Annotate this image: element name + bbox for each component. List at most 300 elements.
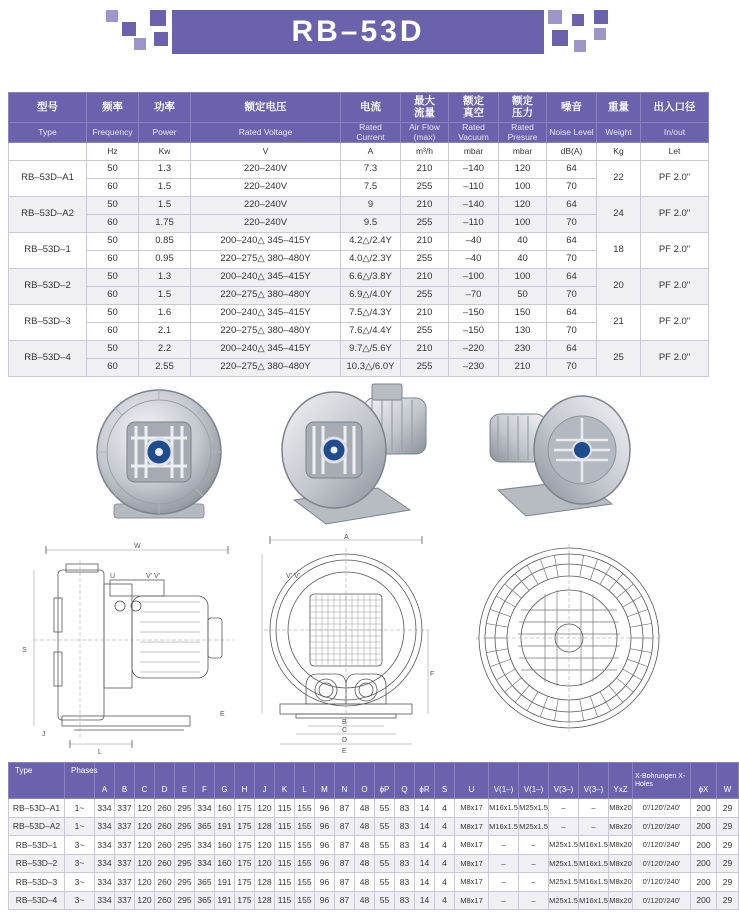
dim-cell: M8x20 — [609, 873, 633, 892]
dim-cell: 160 — [215, 854, 235, 873]
spec-cell-vacuum: –220 — [449, 341, 499, 359]
dim-cell: 200 — [691, 799, 717, 818]
dim-cell: 120 — [135, 799, 155, 818]
dim-col-header: YxZ — [609, 763, 633, 799]
spec-cell-flow: 255 — [401, 287, 449, 305]
spec-cell-voltage: 220–240V — [191, 197, 341, 215]
dim-cell: M25x1.5 — [549, 854, 579, 873]
dim-cell: 334 — [95, 891, 115, 910]
dim-cell: 29 — [717, 854, 739, 873]
col-header-en: Rated Current — [341, 123, 401, 143]
dim-label: W — [134, 543, 141, 550]
grille-spoke — [486, 623, 508, 627]
dim-label: D — [342, 737, 348, 744]
unit-cell: Kw — [139, 143, 191, 161]
dim-cell: 334 — [95, 854, 115, 873]
dim-row — [9, 891, 739, 910]
spec-cell-freq: 50 — [87, 305, 139, 323]
spec-cell-voltage: 200–240△ 345–415Y — [191, 233, 341, 251]
spec-cell-voltage: 220–275△ 380–480Y — [191, 323, 341, 341]
dim-cell: M8x20 — [609, 799, 633, 818]
dim-label: L — [98, 749, 102, 756]
decor-square — [154, 32, 168, 46]
dim-cell: – — [519, 891, 549, 910]
front-view-drawing — [256, 534, 436, 756]
spec-cell-flow: 255 — [401, 215, 449, 233]
grille-spoke — [515, 574, 529, 591]
spec-cell-pressure: 50 — [499, 287, 547, 305]
dim-cell: M8x20 — [609, 891, 633, 910]
dim-label: C — [342, 727, 348, 734]
col-header-cn: 噪音 — [547, 93, 597, 123]
spec-cell-freq: 50 — [87, 269, 139, 287]
dim-cell: 14 — [415, 854, 435, 873]
dim-cell: M16x1.5 — [579, 836, 609, 855]
dim-col-header: S — [435, 763, 455, 799]
dim-cell: 334 — [95, 836, 115, 855]
dim-cell: 14 — [415, 873, 435, 892]
spec-cell-current: 7.6△/4.4Y — [341, 323, 401, 341]
dim-cell: 155 — [295, 817, 315, 836]
dim-cell: 29 — [717, 873, 739, 892]
dim-cell: 334 — [95, 873, 115, 892]
col-header-cn: 出入口径 — [641, 93, 709, 123]
dim-cell: 48 — [355, 799, 375, 818]
dim-cell: 365 — [195, 873, 215, 892]
dim-cell: 200 — [691, 873, 717, 892]
dim-cell: 295 — [175, 836, 195, 855]
spec-cell-power: 2.55 — [139, 359, 191, 377]
spec-cell-freq: 50 — [87, 341, 139, 359]
spec-cell-pressure: 40 — [499, 233, 547, 251]
dim-col-header: V(3–) — [579, 763, 609, 799]
dim-cell: 115 — [275, 891, 295, 910]
model-name-cell: RB–53D–2 — [9, 269, 87, 305]
spec-cell-freq: 60 — [87, 359, 139, 377]
dim-cell: 200 — [691, 854, 717, 873]
spec-cell-power: 0.95 — [139, 251, 191, 269]
spec-cell-flow: 210 — [401, 269, 449, 287]
col-header-en: Rated Presure — [499, 123, 547, 143]
spec-cell-noise: 70 — [547, 359, 597, 377]
dim-row — [9, 836, 739, 855]
decor-square — [574, 40, 586, 52]
dim-cell: 155 — [295, 891, 315, 910]
dim-cell: 96 — [315, 891, 335, 910]
spec-cell-current: 10.3△/6.0Y — [341, 359, 401, 377]
dim-col-header: V(1–) — [489, 763, 519, 799]
dim-cell: 115 — [275, 799, 295, 818]
dim-col-header: E — [175, 763, 195, 799]
dim-cell: 4 — [435, 891, 455, 910]
dim-label: A — [344, 534, 349, 541]
dim-cell: M8x17 — [455, 836, 489, 855]
spec-cell-freq: 60 — [87, 287, 139, 305]
dim-cell: M8x17 — [455, 854, 489, 873]
dim-label: B — [342, 719, 347, 726]
dim-cell: 295 — [175, 799, 195, 818]
dim-cell: 128 — [255, 891, 275, 910]
dim-cell: 115 — [275, 873, 295, 892]
dim-cell: 0'/120'/240' — [633, 836, 691, 855]
grille-spoke — [554, 555, 558, 577]
spec-row — [9, 233, 709, 251]
spec-cell-vacuum: –100 — [449, 269, 499, 287]
dim-cell: 83 — [395, 836, 415, 855]
spec-cell-flow: 210 — [401, 233, 449, 251]
dim-col-header: J — [255, 763, 275, 799]
dim-col-header: K — [275, 763, 295, 799]
spec-cell-port: PF 2.0" — [641, 269, 709, 305]
dim-cell: 155 — [295, 836, 315, 855]
spec-table-body — [9, 161, 709, 377]
spec-cell-vacuum: –110 — [449, 179, 499, 197]
grille-spoke — [623, 669, 642, 680]
spec-cell-port: PF 2.0" — [641, 305, 709, 341]
spec-cell-weight: 21 — [597, 305, 641, 341]
grille-spoke — [630, 649, 652, 653]
unit-cell: V — [191, 143, 341, 161]
spec-header-en — [9, 123, 709, 143]
dim-cell: – — [519, 854, 549, 873]
col-header-en: Weight — [597, 123, 641, 143]
dim-row — [9, 873, 739, 892]
spec-cell-freq: 50 — [87, 233, 139, 251]
dimension-table — [8, 762, 739, 910]
spec-cell-power: 2.1 — [139, 323, 191, 341]
dim-cell: – — [489, 891, 519, 910]
dim-cell: 260 — [155, 854, 175, 873]
model-name-cell: RB–53D–A2 — [9, 197, 87, 233]
spec-cell-weight: 22 — [597, 161, 641, 197]
spec-table — [8, 92, 709, 377]
spec-cell-flow: 210 — [401, 341, 449, 359]
spec-cell-voltage: 220–275△ 380–480Y — [191, 251, 341, 269]
dim-cell: 160 — [215, 799, 235, 818]
dim-cell: 155 — [295, 799, 315, 818]
dim-cell: 295 — [175, 873, 195, 892]
spec-cell-noise: 64 — [547, 269, 597, 287]
spec-cell-weight: 25 — [597, 341, 641, 377]
dim-cell: 29 — [717, 799, 739, 818]
dim-cell: 48 — [355, 817, 375, 836]
dim-label: J — [42, 731, 46, 738]
rear-grille-drawing — [474, 540, 664, 736]
spec-cell-current: 4.0△/2.3Y — [341, 251, 401, 269]
dim-cell: 337 — [115, 873, 135, 892]
dim-cell: 14 — [415, 836, 435, 855]
dim-col-header: ϕR — [415, 763, 435, 799]
decor-square — [134, 38, 146, 50]
dim-cell: 337 — [115, 854, 135, 873]
col-header-en: Air Flow (max) — [401, 123, 449, 143]
grille-spoke — [609, 574, 623, 591]
spec-cell-voltage: 220–240V — [191, 161, 341, 179]
spec-cell-noise: 64 — [547, 161, 597, 179]
dim-cell: 83 — [395, 817, 415, 836]
dim-col-header: D — [155, 763, 175, 799]
spec-cell-power: 1.5 — [139, 179, 191, 197]
dim-cell: M16x1.5 — [489, 799, 519, 818]
spec-cell-vacuum: –40 — [449, 233, 499, 251]
dim-cell: 334 — [195, 854, 215, 873]
spec-cell-vacuum: –40 — [449, 251, 499, 269]
col-header-en: In/out — [641, 123, 709, 143]
dim-col-header: B — [115, 763, 135, 799]
dim-cell: 87 — [335, 854, 355, 873]
dim-cell: M25x1.5 — [519, 799, 549, 818]
dim-cell: 96 — [315, 836, 335, 855]
dim-col-header: U — [455, 763, 489, 799]
col-header-cn: 电流 — [341, 93, 401, 123]
dim-cell: M16x1.5 — [579, 854, 609, 873]
dim-cell: 295 — [175, 854, 195, 873]
spec-cell-weight: 18 — [597, 233, 641, 269]
dim-cell: 87 — [335, 817, 355, 836]
spec-row — [9, 269, 709, 287]
col-header-cn: 最大流量 — [401, 93, 449, 123]
dim-cell: 128 — [255, 873, 275, 892]
spec-cell-freq: 60 — [87, 251, 139, 269]
dim-cell: – — [519, 836, 549, 855]
dim-cell: 4 — [435, 799, 455, 818]
spec-cell-pressure: 230 — [499, 341, 547, 359]
dim-cell: 260 — [155, 799, 175, 818]
spec-cell-current: 6.9△/4.0Y — [341, 287, 401, 305]
spec-cell-freq: 50 — [87, 161, 139, 179]
dim-cell: M8x17 — [455, 873, 489, 892]
dim-cell: 29 — [717, 891, 739, 910]
spec-row — [9, 341, 709, 359]
spec-cell-freq: 60 — [87, 179, 139, 197]
dim-col-header: X-Bohrungen X-Holes — [633, 763, 691, 799]
grille-spoke — [496, 669, 515, 680]
dim-cell: 120 — [255, 799, 275, 818]
dim-cell: 87 — [335, 799, 355, 818]
col-header-cn: 额定压力 — [499, 93, 547, 123]
spec-cell-power: 1.75 — [139, 215, 191, 233]
decor-square — [150, 10, 166, 26]
spec-cell-noise: 64 — [547, 305, 597, 323]
spec-cell-noise: 64 — [547, 197, 597, 215]
dim-cell: 200 — [691, 836, 717, 855]
spec-cell-noise: 64 — [547, 233, 597, 251]
dim-label: E — [220, 711, 225, 718]
decor-square — [106, 10, 118, 22]
grille-spoke — [616, 678, 633, 692]
spec-cell-vacuum: –70 — [449, 287, 499, 305]
dim-col-header: ϕP — [375, 763, 395, 799]
dim-cell: 191 — [215, 873, 235, 892]
dim-col-header: O — [355, 763, 375, 799]
dim-model-cell: RB–53D–4 — [9, 891, 65, 910]
dim-cell: M25x1.5 — [549, 891, 579, 910]
dim-cell: 29 — [717, 817, 739, 836]
dim-cell: 120 — [135, 854, 155, 873]
grille-spoke — [554, 699, 558, 721]
dim-col-header: N — [335, 763, 355, 799]
decor-square — [594, 10, 608, 24]
spec-cell-vacuum: –150 — [449, 305, 499, 323]
grille-spoke — [609, 685, 623, 702]
dim-cell: M16x1.5 — [579, 891, 609, 910]
dim-cell: 365 — [195, 817, 215, 836]
spec-cell-pressure: 150 — [499, 305, 547, 323]
unit-cell — [9, 143, 87, 161]
dim-cell: – — [549, 799, 579, 818]
dim-col-header: W — [717, 763, 739, 799]
model-name-cell: RB–53D–3 — [9, 305, 87, 341]
dim-cell: 14 — [415, 891, 435, 910]
dim-cell: 96 — [315, 817, 335, 836]
model-name-cell: RB–53D–1 — [9, 233, 87, 269]
spec-cell-current: 9 — [341, 197, 401, 215]
dim-label: E — [342, 748, 347, 755]
col-header-cn: 重量 — [597, 93, 641, 123]
dim-model-cell: RB–53D–3 — [9, 873, 65, 892]
dim-cell: M8x17 — [455, 817, 489, 836]
dim-cell: 120 — [255, 836, 275, 855]
dim-cell: 200 — [691, 891, 717, 910]
dim-cell: 0'/120'/240' — [633, 873, 691, 892]
dim-cell: 155 — [295, 854, 315, 873]
dim-col-header: L — [295, 763, 315, 799]
unit-cell: mbar — [449, 143, 499, 161]
dim-label: V' V' — [286, 573, 300, 580]
dim-cell: 83 — [395, 799, 415, 818]
dim-cell: 4 — [435, 817, 455, 836]
spec-cell-pressure: 120 — [499, 161, 547, 179]
spec-cell-current: 4.2△/2.4Y — [341, 233, 401, 251]
dim-cell: 3~ — [65, 836, 95, 855]
dim-cell: 128 — [255, 817, 275, 836]
dim-cell: – — [519, 873, 549, 892]
dim-cell: 3~ — [65, 891, 95, 910]
dim-cell: M8x20 — [609, 817, 633, 836]
spec-cell-flow: 210 — [401, 161, 449, 179]
grille-spoke — [515, 685, 529, 702]
dim-cell: – — [489, 854, 519, 873]
dim-cell: 334 — [95, 799, 115, 818]
col-header-en: Type — [9, 123, 87, 143]
spec-cell-power: 2.2 — [139, 341, 191, 359]
col-header-cn: 频率 — [87, 93, 139, 123]
spec-cell-flow: 255 — [401, 323, 449, 341]
dim-cell: 337 — [115, 799, 135, 818]
spec-cell-noise: 64 — [547, 341, 597, 359]
decor-square — [552, 30, 568, 46]
spec-cell-pressure: 100 — [499, 215, 547, 233]
grille-spoke — [580, 555, 584, 577]
dim-cell: 160 — [215, 836, 235, 855]
dim-cell: 1~ — [65, 799, 95, 818]
dim-col-header: C — [135, 763, 155, 799]
dim-cell: 29 — [717, 836, 739, 855]
dim-cell: 295 — [175, 817, 195, 836]
dim-cell: 83 — [395, 891, 415, 910]
decor-square — [572, 14, 584, 26]
spec-cell-current: 7.3 — [341, 161, 401, 179]
col-header-en: Rated Vacuum — [449, 123, 499, 143]
spec-cell-flow: 255 — [401, 359, 449, 377]
grille-spoke — [600, 565, 611, 584]
spec-cell-noise: 70 — [547, 251, 597, 269]
dim-cell: M8x20 — [609, 854, 633, 873]
spec-cell-flow: 210 — [401, 305, 449, 323]
dim-cell: M8x17 — [455, 799, 489, 818]
dim-cell: 260 — [155, 873, 175, 892]
dim-cell: 295 — [175, 891, 195, 910]
spec-cell-port: PF 2.0" — [641, 233, 709, 269]
dim-cell: 175 — [235, 836, 255, 855]
dim-cell: 115 — [275, 836, 295, 855]
col-header-en: Power — [139, 123, 191, 143]
spec-cell-noise: 70 — [547, 287, 597, 305]
dim-cell: 334 — [95, 817, 115, 836]
spec-cell-power: 1.5 — [139, 197, 191, 215]
dim-cell: 120 — [135, 873, 155, 892]
dim-cell: 96 — [315, 873, 335, 892]
grille-spoke — [505, 678, 522, 692]
spec-cell-current: 7.5 — [341, 179, 401, 197]
dim-cell: M16x1.5 — [489, 817, 519, 836]
dim-cell: 120 — [135, 817, 155, 836]
dim-cell: 334 — [195, 836, 215, 855]
spec-cell-pressure: 100 — [499, 179, 547, 197]
dim-cell: 87 — [335, 891, 355, 910]
dim-cell: 83 — [395, 854, 415, 873]
dim-cell: 87 — [335, 873, 355, 892]
dim-cell: M8x17 — [455, 891, 489, 910]
dim-col-header: H — [235, 763, 255, 799]
unit-cell: Kg — [597, 143, 641, 161]
spec-cell-freq: 60 — [87, 215, 139, 233]
dimension-header-row — [9, 763, 739, 799]
dim-cell: 175 — [235, 891, 255, 910]
dim-cell: 120 — [135, 836, 155, 855]
dim-cell: 3~ — [65, 873, 95, 892]
dim-cell: 1~ — [65, 817, 95, 836]
dim-cell: 87 — [335, 836, 355, 855]
dim-label: U — [110, 573, 116, 580]
dim-model-cell: RB–53D–1 — [9, 836, 65, 855]
dim-col-header: Q — [395, 763, 415, 799]
dim-cell: M8x20 — [609, 836, 633, 855]
dim-cell: 3~ — [65, 854, 95, 873]
dim-cell: 83 — [395, 873, 415, 892]
dim-cell: 0'/120'/240' — [633, 854, 691, 873]
dim-cell: 175 — [235, 817, 255, 836]
spec-cell-noise: 70 — [547, 323, 597, 341]
spec-header-cn — [9, 93, 709, 123]
dim-cell: – — [549, 817, 579, 836]
col-header-cn: 额定真空 — [449, 93, 499, 123]
spec-cell-voltage: 200–240△ 345–415Y — [191, 341, 341, 359]
dim-col-header: A — [95, 763, 115, 799]
decor-square — [548, 10, 562, 24]
dim-cell: 96 — [315, 799, 335, 818]
dim-cell: 260 — [155, 891, 175, 910]
dim-label: S — [22, 647, 27, 654]
spec-cell-voltage: 220–275△ 380–480Y — [191, 287, 341, 305]
dim-cell: 191 — [215, 817, 235, 836]
spec-cell-voltage: 200–240△ 345–415Y — [191, 305, 341, 323]
dim-cell: M25x1.5 — [549, 873, 579, 892]
dim-model-cell: RB–53D–2 — [9, 854, 65, 873]
spec-cell-vacuum: –150 — [449, 323, 499, 341]
dim-cell: 48 — [355, 891, 375, 910]
dim-cell: 191 — [215, 891, 235, 910]
